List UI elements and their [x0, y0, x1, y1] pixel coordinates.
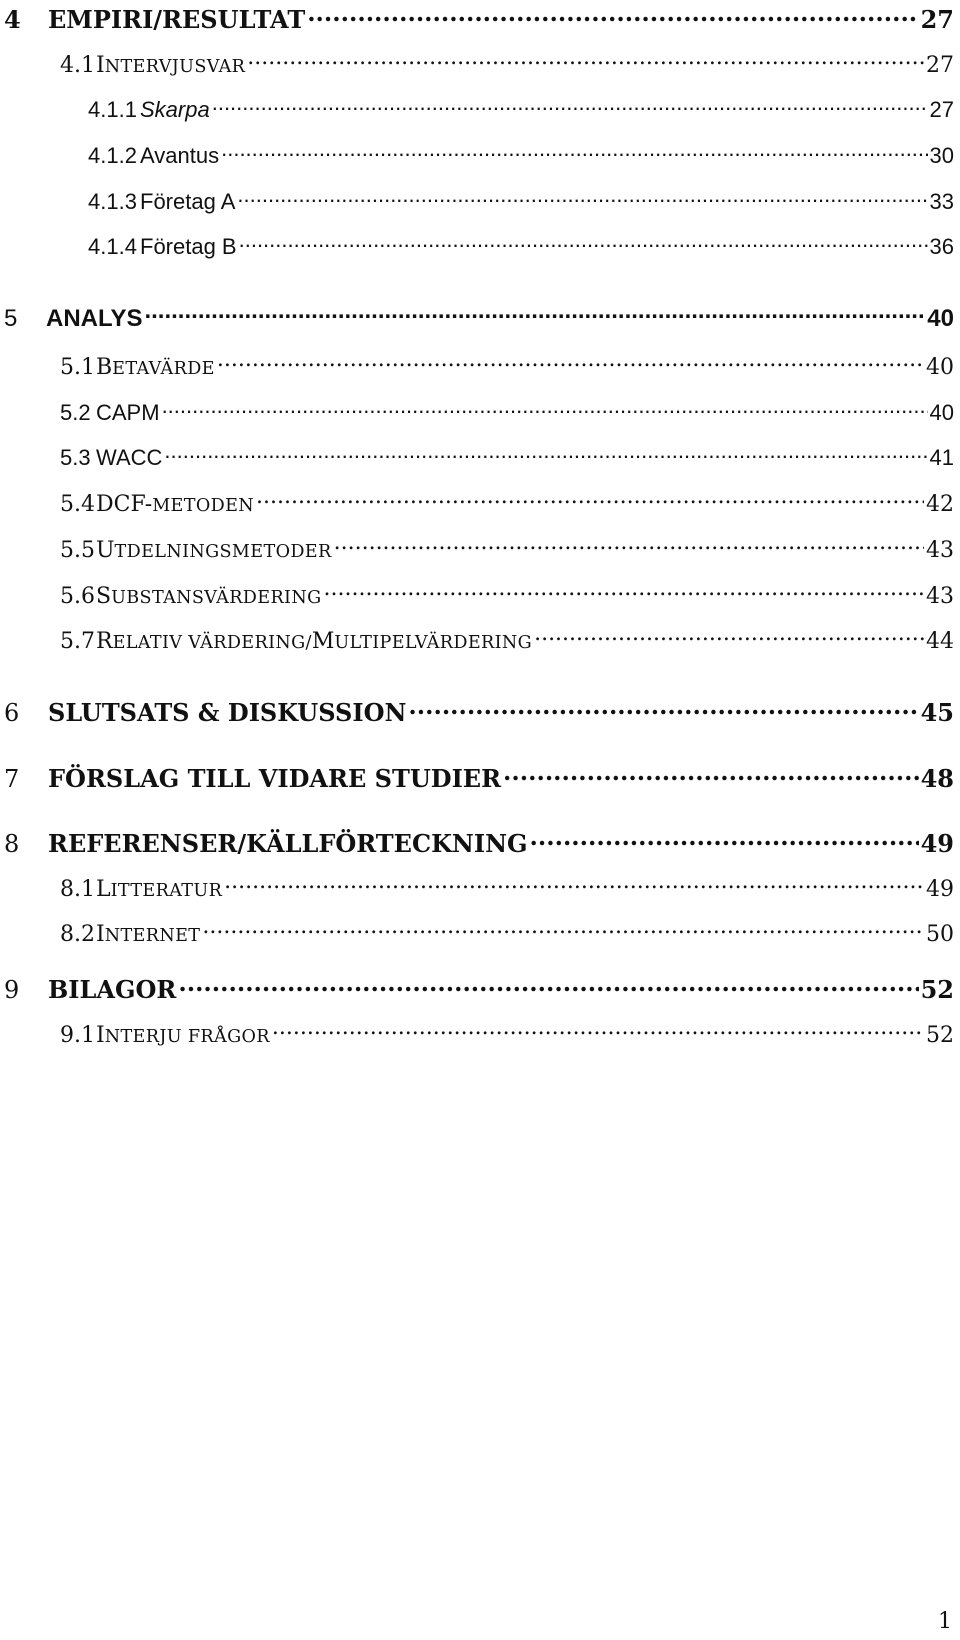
toc-entry-number: 5	[4, 305, 18, 332]
toc-entry-label: REFERENSER/KÄLLFÖRTECKNING	[48, 829, 528, 858]
toc-entry-page: 45	[920, 698, 954, 727]
toc-leader-dots	[272, 1020, 924, 1042]
toc-label-rest: NTERNET	[104, 926, 201, 946]
toc-leader-dots	[202, 919, 924, 941]
toc-entry-page: 27	[920, 5, 954, 34]
toc-entry[interactable]	[60, 443, 960, 469]
toc-entry-label	[96, 1025, 270, 1047]
toc-label-initial: U	[96, 538, 115, 563]
toc-label-rest: ETAVÄRDE	[112, 359, 215, 379]
toc-entry-page: 27	[926, 53, 954, 78]
toc-entry[interactable]	[88, 232, 960, 258]
toc-entry-number: 9.1	[60, 1023, 95, 1048]
toc-label-initial: I	[96, 922, 105, 947]
toc-entry-label: Företag A	[140, 189, 236, 214]
toc-label-rest: NTERVJUSVAR	[104, 57, 246, 77]
toc-entry[interactable]	[4, 4, 960, 32]
toc-entry-label	[96, 494, 254, 516]
toc-leader-dots	[503, 763, 919, 787]
toc-leader-dots	[144, 302, 925, 326]
toc-leader-dots	[212, 95, 928, 117]
toc-leader-dots	[217, 352, 924, 374]
toc-entry[interactable]	[4, 763, 960, 791]
toc-entry-number: 4.1	[60, 53, 95, 78]
toc-entry-page: 43	[926, 584, 954, 609]
toc-entry-number: 5.6	[60, 584, 95, 609]
toc-entry-page: 49	[920, 829, 954, 858]
toc-entry[interactable]	[88, 95, 960, 121]
toc-entry[interactable]	[60, 1020, 960, 1047]
toc-leader-dots	[239, 232, 928, 254]
toc-entry-number: 4.1.3	[88, 189, 137, 214]
toc-entry-page: 48	[920, 764, 954, 793]
toc-entry[interactable]	[60, 581, 960, 608]
toc-label-rest: TDELNINGSMETODER	[114, 542, 332, 562]
toc-label-rest: ITTERATUR	[110, 881, 223, 901]
toc-entry-label	[96, 55, 245, 77]
toc-entry-label: Avantus	[140, 143, 220, 168]
toc-entry[interactable]	[4, 302, 960, 331]
toc-leader-dots	[162, 398, 928, 420]
toc-entry-page: 49	[926, 877, 954, 902]
toc-entry-number: 8.2	[60, 922, 95, 947]
toc-entry-number: 4.1.2	[88, 143, 137, 168]
toc-entry-label: EMPIRI/RESULTAT	[48, 5, 306, 34]
toc-label-rest: NTERJU FRÅGOR	[104, 1027, 270, 1047]
toc-label-initial: S	[96, 584, 112, 609]
toc-leader-dots	[256, 489, 924, 511]
toc-entry-page: 33	[929, 189, 954, 214]
toc-label-initial: I	[96, 53, 105, 78]
toc-leader-dots	[408, 697, 918, 721]
toc-label-rest: ELATIV VÄRDERING/	[112, 633, 312, 653]
toc-entry-page: 44	[926, 629, 954, 654]
toc-entry-number: 5.4	[60, 492, 95, 517]
toc-entry-number: 7	[4, 765, 20, 793]
toc-entry[interactable]	[60, 919, 960, 946]
toc-entry-number: 4	[4, 5, 21, 34]
toc-label-initial: DCF-	[96, 492, 153, 517]
toc-entry[interactable]	[60, 398, 960, 424]
toc-entry[interactable]	[60, 626, 960, 653]
toc-entry-page: 42	[926, 492, 954, 517]
toc-entry-number: 5.2	[60, 400, 91, 425]
toc-entry-page: 52	[926, 1023, 954, 1048]
toc-leader-dots	[164, 443, 927, 465]
toc-entry-label: CAPM	[96, 400, 160, 425]
toc-entry-number: 6	[4, 699, 20, 727]
toc-entry-label	[96, 924, 200, 946]
toc-label-initial: L	[96, 877, 111, 902]
toc-entry-label	[96, 631, 532, 653]
toc-leader-dots	[221, 141, 927, 163]
toc-entry-page: 30	[929, 143, 954, 168]
toc-entry[interactable]	[4, 974, 960, 1002]
toc-entry[interactable]	[60, 874, 960, 901]
toc-entry-label	[96, 586, 322, 608]
toc-entry[interactable]	[88, 141, 960, 167]
toc-entry-number: 4.1.1	[88, 97, 137, 122]
toc-entry-page: 40	[929, 400, 954, 425]
toc-entry-number: 9	[4, 976, 20, 1004]
toc-entry[interactable]	[88, 187, 960, 213]
toc-entry-page: 50	[926, 922, 954, 947]
toc-entry-label: Skarpa	[140, 97, 210, 122]
toc-entry-number: 5.3	[60, 445, 91, 470]
toc-entry[interactable]	[60, 489, 960, 516]
toc-label-initial: B	[96, 355, 113, 380]
toc-leader-dots	[224, 874, 924, 896]
toc-entry-label	[96, 879, 222, 901]
toc-entry-label: FÖRSLAG TILL VIDARE STUDIER	[48, 764, 502, 793]
toc-entry-label: ANALYS	[46, 305, 143, 332]
toc-label-initial-2: M	[311, 629, 335, 654]
toc-entry-page: 27	[929, 97, 954, 122]
toc-label-rest-2: ULTIPELVÄRDERING	[334, 633, 533, 653]
toc-entry-label	[96, 357, 215, 379]
toc-leader-dots	[307, 4, 918, 28]
toc-entry-number: 4.1.4	[88, 234, 137, 259]
toc-entry-page: 43	[926, 538, 954, 563]
toc-entry-page: 40	[926, 355, 954, 380]
toc-entry[interactable]	[60, 352, 960, 379]
toc-entry[interactable]	[60, 50, 960, 77]
toc-entry-page: 36	[929, 234, 954, 259]
page-number: 1	[938, 1609, 952, 1634]
toc-entry[interactable]	[60, 535, 960, 562]
toc-label-initial: R	[96, 629, 113, 654]
toc-entry-page: 40	[927, 305, 954, 332]
toc-entry-label: SLUTSATS & DISKUSSION	[48, 698, 407, 727]
toc-entry-label	[96, 540, 332, 562]
toc-leader-dots	[530, 828, 919, 852]
toc-entry[interactable]	[4, 697, 960, 725]
toc-label-initial: I	[96, 1023, 105, 1048]
toc-entry-label: Företag B	[140, 234, 237, 259]
toc-leader-dots	[534, 626, 924, 648]
toc-entry-number: 5.5	[60, 538, 95, 563]
toc-leader-dots	[334, 535, 924, 557]
toc-leader-dots	[237, 187, 927, 209]
toc-entry-number: 8.1	[60, 877, 95, 902]
toc-entry-page: 41	[929, 445, 954, 470]
toc-leader-dots	[247, 50, 924, 72]
toc-entry-label: WACC	[96, 445, 163, 470]
toc-entry-label: BILAGOR	[48, 975, 177, 1004]
toc-entry-number: 8	[4, 830, 20, 858]
toc-entry[interactable]	[4, 828, 960, 856]
toc-label-rest: UBSTANSVÄRDERING	[111, 588, 322, 608]
toc-entry-number: 5.1	[60, 355, 95, 380]
toc-leader-dots	[324, 581, 924, 603]
toc-entry-page: 52	[920, 975, 954, 1004]
toc-entry-number: 5.7	[60, 629, 95, 654]
toc-label-rest: METODEN	[152, 496, 255, 516]
toc-leader-dots	[178, 974, 918, 998]
